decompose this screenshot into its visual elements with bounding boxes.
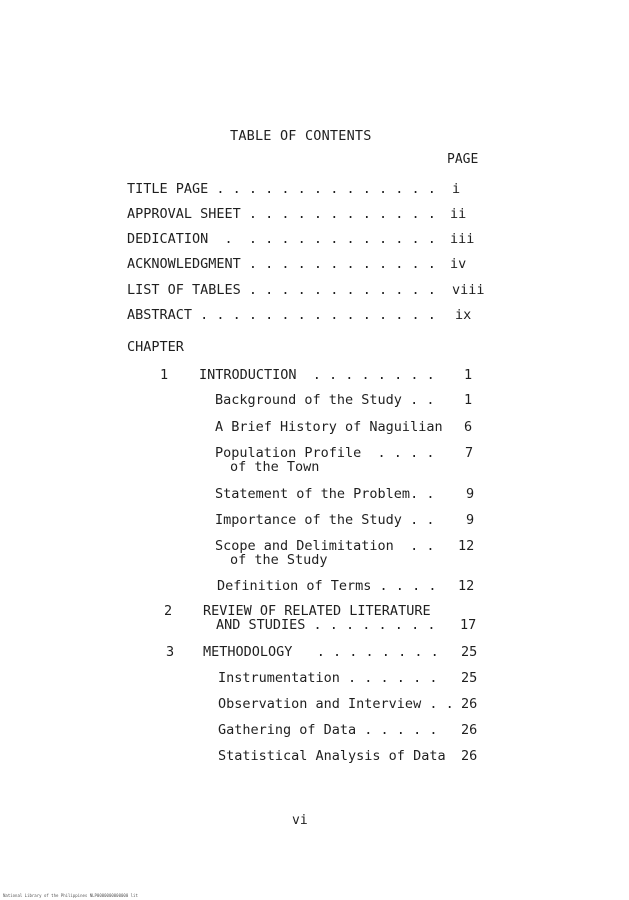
toc-entry-dedication: DEDICATION . . . . . . . . . . . . . [127, 231, 436, 247]
section-entry: Statistical Analysis of Data [218, 748, 446, 764]
section-entry: Scope and Delimitation . . [215, 538, 435, 554]
section-entry: Background of the Study . . [215, 392, 435, 408]
toc-entry-page: iv [450, 256, 467, 272]
section-entry: Statement of the Problem. . [215, 486, 435, 502]
toc-entry-abstract: ABSTRACT . . . . . . . . . . . . . . . [127, 307, 436, 323]
toc-entry-page: 9 [466, 486, 475, 502]
section-entry-continued: of the Study [230, 552, 328, 568]
section-entry: Instrumentation . . . . . . [218, 670, 438, 686]
chapter-number: 3 [166, 644, 175, 660]
chapter-number: 2 [164, 603, 173, 619]
chapter-title: METHODOLOGY . . . . . . . . [203, 644, 439, 660]
toc-entry-page: 1 [464, 367, 473, 383]
toc-entry-page: 12 [458, 578, 475, 594]
toc-entry-page: 25 [461, 644, 478, 660]
section-entry: Gathering of Data . . . . . [218, 722, 438, 738]
toc-entry-title-page: TITLE PAGE . . . . . . . . . . . . . . [127, 181, 436, 197]
toc-entry-list-of-tables: LIST OF TABLES . . . . . . . . . . . . [127, 282, 436, 298]
section-entry: Population Profile . . . . [215, 445, 435, 461]
chapter-number: 1 [160, 367, 169, 383]
section-entry: A Brief History of Naguilian [215, 419, 443, 435]
toc-entry-page: 25 [461, 670, 478, 686]
toc-title: TABLE OF CONTENTS [230, 128, 372, 144]
toc-entry-page: 12 [458, 538, 475, 554]
toc-entry-page: 26 [461, 722, 478, 738]
footer-watermark-text: National Library of the Philippines NLP0000000000000 lit [3, 893, 138, 898]
toc-entry-page: ix [455, 307, 472, 323]
toc-entry-page: ii [450, 206, 467, 222]
toc-entry-page: 26 [461, 748, 478, 764]
chapter-title: INTRODUCTION . . . . . . . . [199, 367, 435, 383]
toc-entry-page: 7 [465, 445, 474, 461]
toc-entry-page: 1 [464, 392, 473, 408]
toc-entry-acknowledgment: ACKNOWLEDGMENT . . . . . . . . . . . . [127, 256, 436, 272]
page-number: vi [292, 813, 308, 828]
section-entry: Importance of the Study . . [215, 512, 435, 528]
toc-entry-page: viii [452, 282, 485, 298]
toc-entry-page: 9 [466, 512, 475, 528]
toc-entry-page: iii [450, 231, 475, 247]
section-entry: Observation and Interview . . [218, 696, 454, 712]
chapter-title-continued: AND STUDIES . . . . . . . . [216, 617, 436, 633]
chapter-heading: CHAPTER [127, 339, 184, 355]
chapter-title: REVIEW OF RELATED LITERATURE [203, 603, 431, 619]
toc-entry-page: i [452, 181, 461, 197]
toc-entry-page: 26 [461, 696, 478, 712]
section-entry: Definition of Terms . . . . [217, 578, 437, 594]
toc-entry-approval-sheet: APPROVAL SHEET . . . . . . . . . . . . [127, 206, 436, 222]
toc-entry-page: 17 [460, 617, 477, 633]
toc-entry-page: 6 [464, 419, 473, 435]
section-entry-continued: of the Town [230, 459, 320, 475]
page-column-header: PAGE [447, 152, 479, 167]
